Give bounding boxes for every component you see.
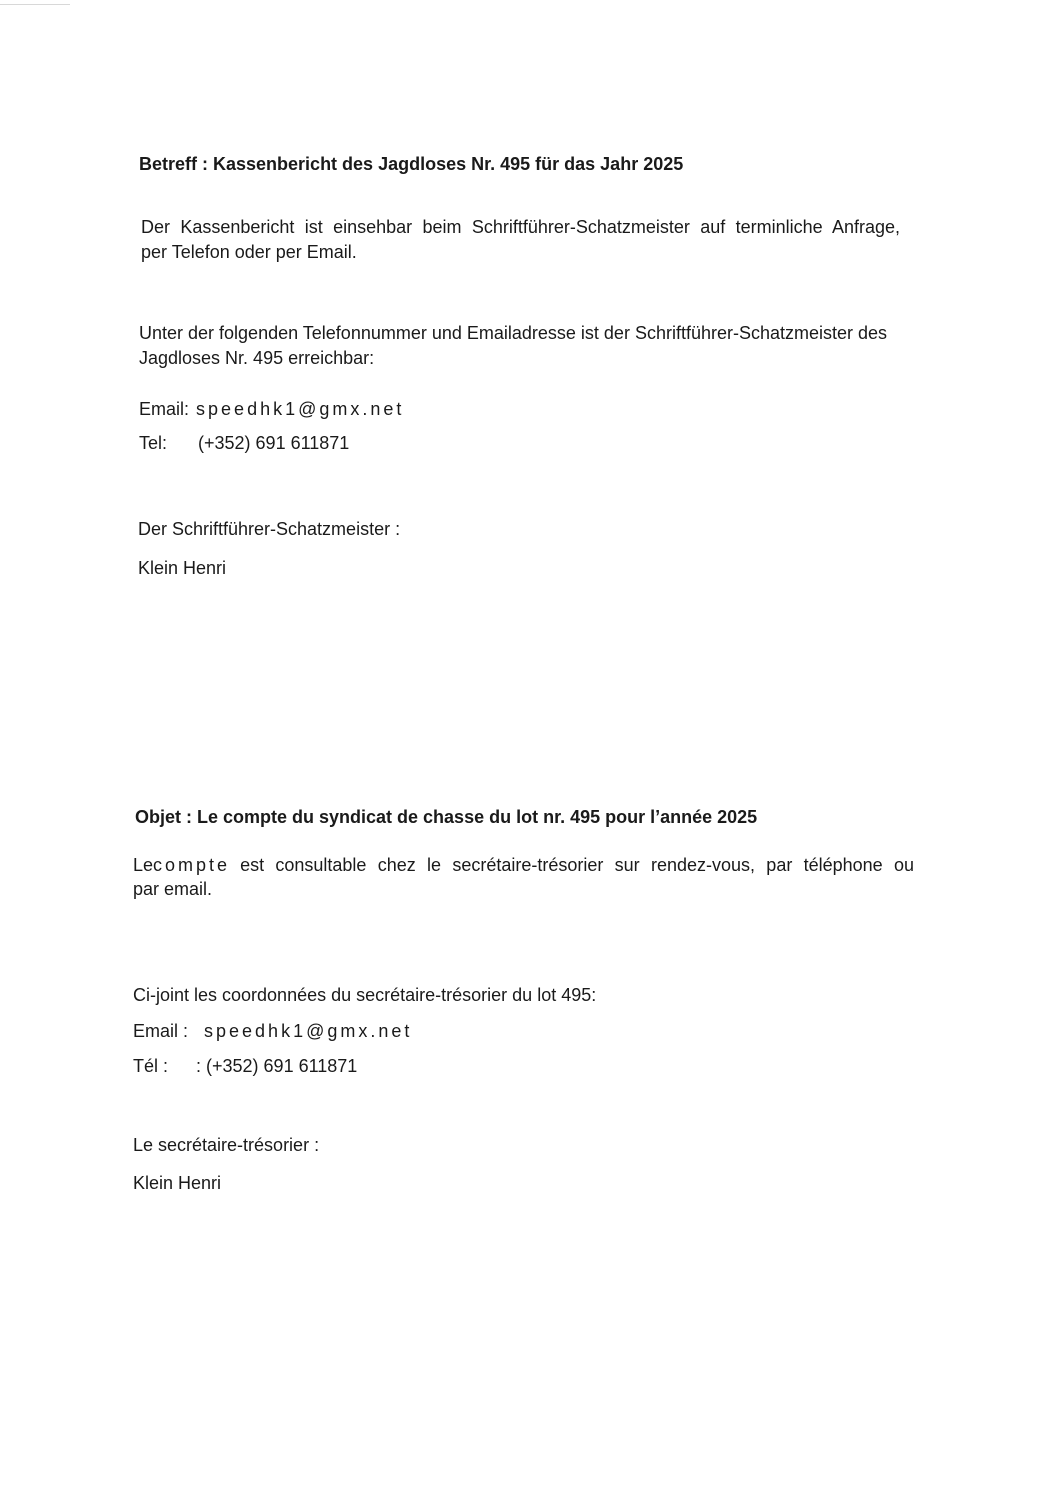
french-email-row: [133, 1019, 412, 1043]
german-paragraph1-line2: per Telefon oder per Email.: [141, 242, 357, 262]
french-paragraph1-end: est consultable chez le secrétaire-trésorier sur rendez-vous, par téléphone ou: [240, 855, 914, 875]
french-paragraph1-spaced-word: compte: [153, 855, 231, 875]
french-paragraph2: Ci-joint les coordonnées du secrétaire-trésorier du lot 495:: [133, 985, 597, 1005]
french-role: Le secrétaire-trésorier :: [133, 1135, 320, 1155]
french-paragraph1-start: Le: [133, 855, 154, 875]
german-tel-row: [139, 431, 349, 455]
french-paragraph1-line2: par email.: [133, 879, 213, 899]
french-email-label: Email :: [133, 1021, 189, 1041]
german-paragraph2-line2: Jagdloses Nr. 495 erreichbar:: [139, 348, 375, 368]
french-email-value: speedhk1@gmx.net: [204, 1021, 413, 1041]
german-subject: Betreff : Kassenbericht des Jagdloses Nr. 495 für das Jahr 2025: [139, 154, 684, 174]
french-tel-row: [133, 1054, 357, 1078]
german-role: Der Schriftführer-Schatzmeister :: [138, 519, 401, 539]
german-tel-value: (+352) 691 611871: [198, 433, 350, 453]
german-email-value: speedhk1@gmx.net: [196, 399, 405, 419]
german-paragraph1-line1: Der Kassenbericht ist einsehbar beim Schriftführer-Schatzmeister auf terminliche Anfrage,: [141, 217, 900, 237]
german-email-label: Email:: [139, 399, 190, 419]
french-subject: Objet : Le compte du syndicat de chasse du lot nr. 495 pour l’année 2025: [135, 807, 758, 827]
german-paragraph2-line1: Unter der folgenden Telefonnummer und Emailadresse ist der Schriftführer-Schatzmeister des: [139, 323, 888, 343]
german-tel-label: Tel:: [139, 433, 168, 453]
german-email-row: [139, 397, 404, 421]
french-tel-label: Tél :: [133, 1056, 169, 1076]
scan-edge-mark: [0, 4, 70, 5]
french-paragraph1-line1: [133, 853, 914, 877]
french-name: Klein Henri: [133, 1173, 222, 1193]
german-name: Klein Henri: [138, 558, 227, 578]
french-tel-value: : (+352) 691 611871: [196, 1056, 358, 1076]
